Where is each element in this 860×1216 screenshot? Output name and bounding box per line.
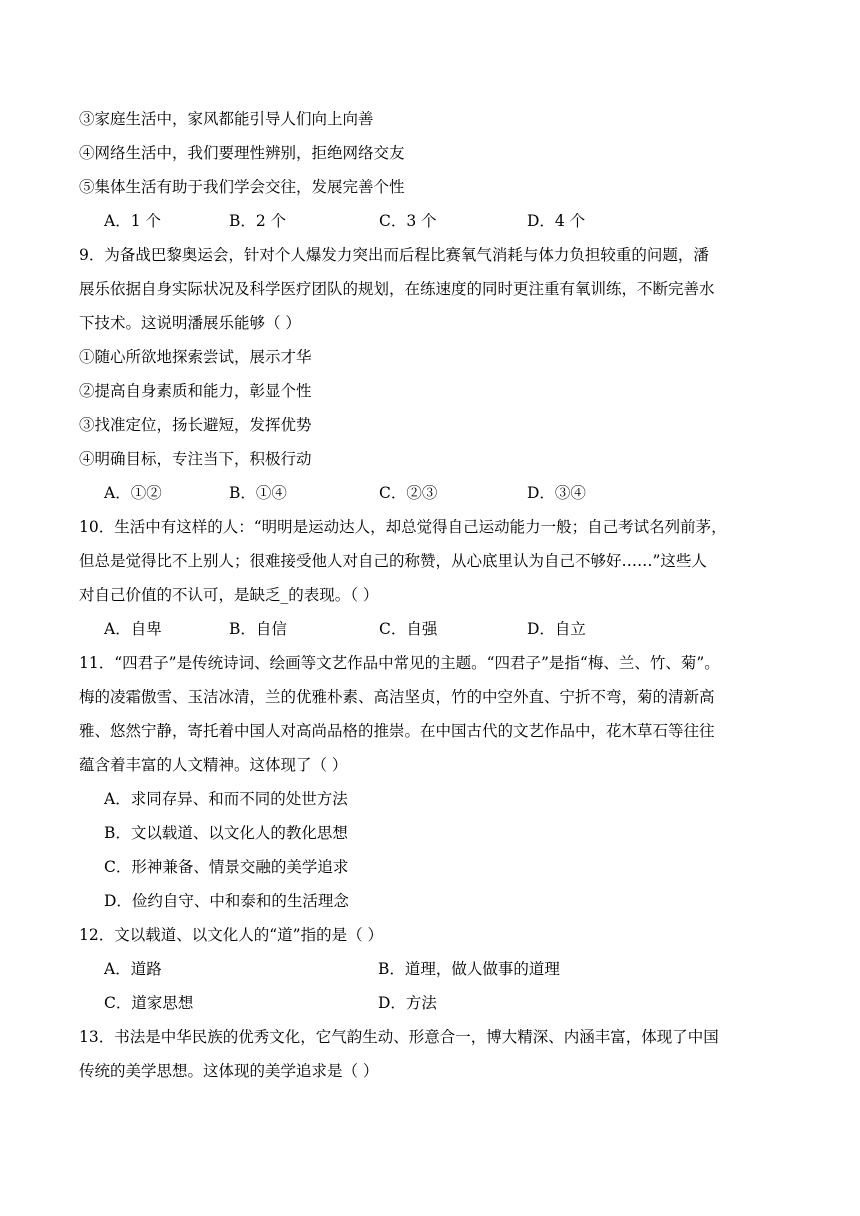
q11-stem-line-1: 11．“四君子”是传统诗词、绘画等文艺作品中常见的主题。“四君子”是指“梅、兰、竹、菊”。	[79, 654, 720, 672]
q11-stem-line-4: 蕴含着丰富的人文精神。这体现了（ ）	[79, 756, 348, 774]
q13-stem-line-2: 传统的美学思想。这体现的美学追求是（ ）	[79, 1062, 379, 1080]
q13-stem-line-1: 13．书法是中华民族的优秀文化，它气韵生动、形意合一，博大精深、内涵丰富，体现了中国	[79, 1028, 719, 1046]
q9-option-c: C．②③	[379, 484, 438, 502]
q10-option-a: A．自卑	[104, 620, 162, 638]
q12-option-c: C．道家思想	[104, 994, 194, 1012]
q11-option-a: A．求同存异、和而不同的处世方法	[104, 790, 348, 808]
q9-stem-line-2: 展乐依据自身实际状况及科学医疗团队的规划，在练速度的同时更注重有氧训练，不断完善水	[79, 280, 715, 298]
q8-option-c: C．3 个	[379, 212, 437, 230]
q9-option-b: B．①④	[229, 484, 287, 502]
q11-option-b: B．文以载道、以文化人的教化思想	[104, 824, 348, 842]
q8-statement-4: ④网络生活中，我们要理性辨别，拒绝网络交友	[79, 144, 405, 162]
q9-statement-3: ③找准定位，扬长避短，发挥优势	[79, 416, 312, 434]
q11-option-d: D．俭约自守、中和泰和的生活理念	[104, 892, 349, 910]
q9-statement-4: ④明确目标，专注当下，积极行动	[79, 450, 312, 468]
q8-option-b: B．2 个	[229, 212, 287, 230]
q8-option-d: D．4 个	[527, 212, 586, 230]
q10-stem-line-3: 对自己价值的不认可，是缺乏_的表现。（ ）	[79, 586, 379, 604]
q8-option-a: A．1 个	[104, 212, 161, 230]
q8-statement-5: ⑤集体生活有助于我们学会交往，发展完善个性	[79, 178, 405, 196]
q10-option-b: B．自信	[229, 620, 287, 638]
q9-option-d: D．③④	[527, 484, 586, 502]
q10-stem-line-1: 10．生活中有这样的人：“明明是运动达人，却总觉得自己运动能力一般；自己考试名列前茅，	[79, 518, 727, 536]
q12-option-b: B．道理，做人做事的道理	[378, 960, 560, 978]
q9-option-a: A．①②	[104, 484, 162, 502]
q12-option-d: D．方法	[378, 994, 437, 1012]
q11-stem-line-2: 梅的凌霜傲雪、玉洁冰清，兰的优雅朴素、高洁坚贞，竹的中空外直、宁折不弯，菊的清新高	[79, 688, 715, 706]
q12-stem: 12．文以载道、以文化人的“道”指的是（ ）	[79, 926, 383, 944]
q10-option-c: C．自强	[379, 620, 438, 638]
q10-stem-line-2: 但总是觉得比不上别人；很难接受他人对自己的称赞，从心底里认为自己不够好……”这些人	[79, 552, 707, 570]
q11-stem-line-3: 雅、悠然宁静，寄托着中国人对高尚品格的推崇。在中国古代的文艺作品中，花木草石等往往	[79, 722, 715, 740]
q9-stem-line-1: 9．为备战巴黎奥运会，针对个人爆发力突出而后程比赛氧气消耗与体力负担较重的问题，潘	[79, 246, 709, 264]
q9-statement-1: ①随心所欲地探索尝试，展示才华	[79, 348, 312, 366]
q11-option-c: C．形神兼备、情景交融的美学追求	[104, 858, 349, 876]
q9-statement-2: ②提高自身素质和能力，彰显个性	[79, 382, 312, 400]
q12-option-a: A．道路	[104, 960, 162, 978]
q9-stem-line-3: 下技术。这说明潘展乐能够（ ）	[79, 314, 301, 332]
q8-statement-3: ③家庭生活中，家风都能引导人们向上向善	[79, 110, 374, 128]
q10-option-d: D．自立	[527, 620, 586, 638]
